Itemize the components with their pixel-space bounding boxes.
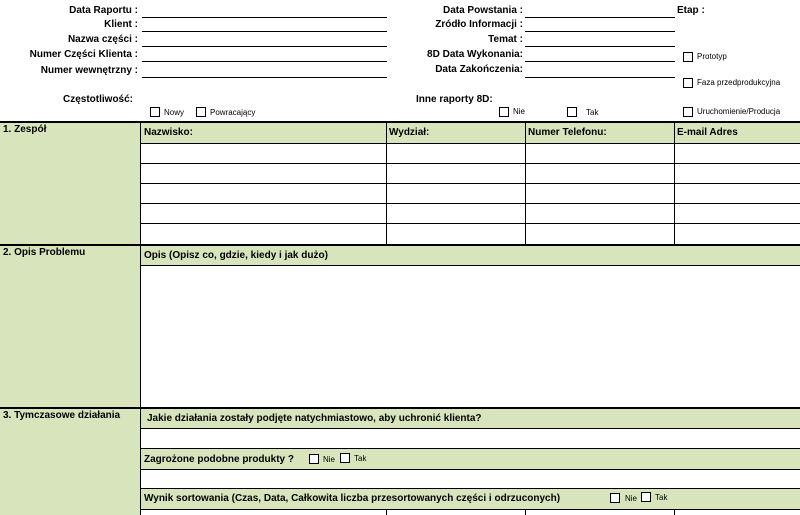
- prototype-label: Prototyp: [697, 52, 727, 61]
- label-8d-execution-date: 8D Data Wykonania:: [427, 49, 523, 60]
- problem-section-title: 2. Opis Problemu: [3, 247, 86, 258]
- label-client: Klient :: [104, 19, 138, 30]
- recurring-checkbox[interactable]: [196, 107, 206, 117]
- prototype-checkbox[interactable]: [683, 52, 693, 62]
- interim-col-line: [525, 509, 526, 515]
- similar-products-yes-label: Tak: [354, 454, 367, 463]
- preproduction-checkbox[interactable]: [683, 78, 693, 88]
- completion-date-field[interactable]: [525, 77, 675, 78]
- interim-question-sorting-result: Wynik sortowania (Czas, Data, Całkowita liczba przesortowanych części i odrzuconych): [144, 493, 561, 504]
- section-divider-team-problem: [0, 244, 800, 246]
- team-cell[interactable]: [387, 144, 525, 163]
- label-customer-part-number: Numer Części Klienta :: [29, 49, 138, 60]
- label-internal-number: Numer wewnętrzny :: [40, 65, 138, 76]
- interim-row-line: [141, 448, 800, 449]
- interim-row-line: [141, 509, 800, 510]
- problem-section-sidebar: [0, 246, 141, 407]
- immediate-actions-field[interactable]: [141, 429, 800, 448]
- team-cell[interactable]: [526, 144, 674, 163]
- label-info-source: Zródło Informacji :: [435, 19, 523, 30]
- customer-part-number-field[interactable]: [142, 61, 387, 62]
- label-stage: Etap :: [677, 5, 705, 16]
- team-row-line: [141, 163, 800, 164]
- label-completion-date: Data Zakończenia:: [435, 64, 523, 75]
- other-reports-yes-checkbox[interactable]: [567, 107, 577, 117]
- team-col-line: [386, 123, 387, 244]
- interim-section-title: 3. Tymczasowe działania: [3, 410, 121, 421]
- section-divider-top: [0, 121, 800, 123]
- preproduction-label: Faza przedprodukcyjna: [697, 78, 781, 87]
- other-reports-no-label: Nie: [513, 107, 526, 116]
- problem-description-label: Opis (Opisz co, gdzie, kiedy i jak dużo): [144, 250, 328, 261]
- problem-description-area[interactable]: [141, 266, 800, 407]
- label-part-name: Nazwa części :: [67, 34, 138, 45]
- label-subject: Temat :: [488, 34, 523, 45]
- label-creation-date: Data Powstania :: [442, 5, 523, 16]
- subject-field[interactable]: [525, 46, 675, 47]
- label-report-date: Data Raportu :: [69, 5, 138, 16]
- production-checkbox[interactable]: [683, 107, 693, 117]
- interim-row-line: [141, 488, 800, 489]
- interim-question-immediate-actions: Jakie działania zostały podjęte natychmiastowo, aby uchronić klienta?: [147, 413, 482, 424]
- interim-section-sidebar: [0, 409, 141, 515]
- new-checkbox[interactable]: [150, 107, 160, 117]
- creation-date-field[interactable]: [525, 17, 675, 18]
- sorting-yes-checkbox[interactable]: [641, 492, 651, 502]
- part-name-field[interactable]: [142, 46, 387, 47]
- client-field[interactable]: [142, 31, 387, 32]
- team-cell[interactable]: [675, 144, 800, 163]
- section-divider-problem-interim: [0, 407, 800, 409]
- team-row-line: [141, 223, 800, 224]
- report-date-field[interactable]: [142, 17, 387, 18]
- other-reports-no-checkbox[interactable]: [499, 107, 509, 117]
- sorting-no-checkbox[interactable]: [610, 493, 620, 503]
- team-section-sidebar: [0, 123, 141, 244]
- team-cell[interactable]: [141, 144, 386, 163]
- 8d-execution-date-field[interactable]: [525, 61, 675, 62]
- team-row-line: [141, 203, 800, 204]
- interim-col-line: [674, 509, 675, 515]
- team-section-title: 1. Zespół: [3, 124, 47, 135]
- similar-products-yes-checkbox[interactable]: [340, 453, 350, 463]
- column-header-department: Wydział:: [389, 127, 430, 138]
- label-frequency: Częstotliwość:: [63, 94, 134, 105]
- recurring-label: Powracający: [210, 108, 256, 117]
- info-source-field[interactable]: [525, 31, 675, 32]
- team-col-line: [525, 123, 526, 244]
- new-label: Nowy: [164, 108, 185, 117]
- label-other-8d-reports: Inne raporty 8D:: [416, 94, 493, 105]
- column-header-phone: Numer Telefonu:: [528, 127, 607, 138]
- similar-products-no-label: Nie: [323, 455, 336, 464]
- sorting-yes-label: Tak: [655, 493, 668, 502]
- column-header-email: E-mail Adres: [677, 127, 738, 138]
- internal-number-field[interactable]: [142, 77, 387, 78]
- team-col-line: [674, 123, 675, 244]
- sorting-no-label: Nie: [625, 494, 638, 503]
- column-header-name: Nazwisko:: [144, 127, 193, 138]
- production-label: Uruchomienie/Producja: [697, 107, 781, 116]
- similar-products-no-checkbox[interactable]: [309, 454, 319, 464]
- interim-question-similar-products: Zagrożone podobne produkty ?: [144, 454, 294, 465]
- interim-col-line: [386, 509, 387, 515]
- other-reports-yes-label: Tak: [586, 108, 599, 117]
- similar-products-field[interactable]: [141, 470, 800, 488]
- team-row-line: [141, 183, 800, 184]
